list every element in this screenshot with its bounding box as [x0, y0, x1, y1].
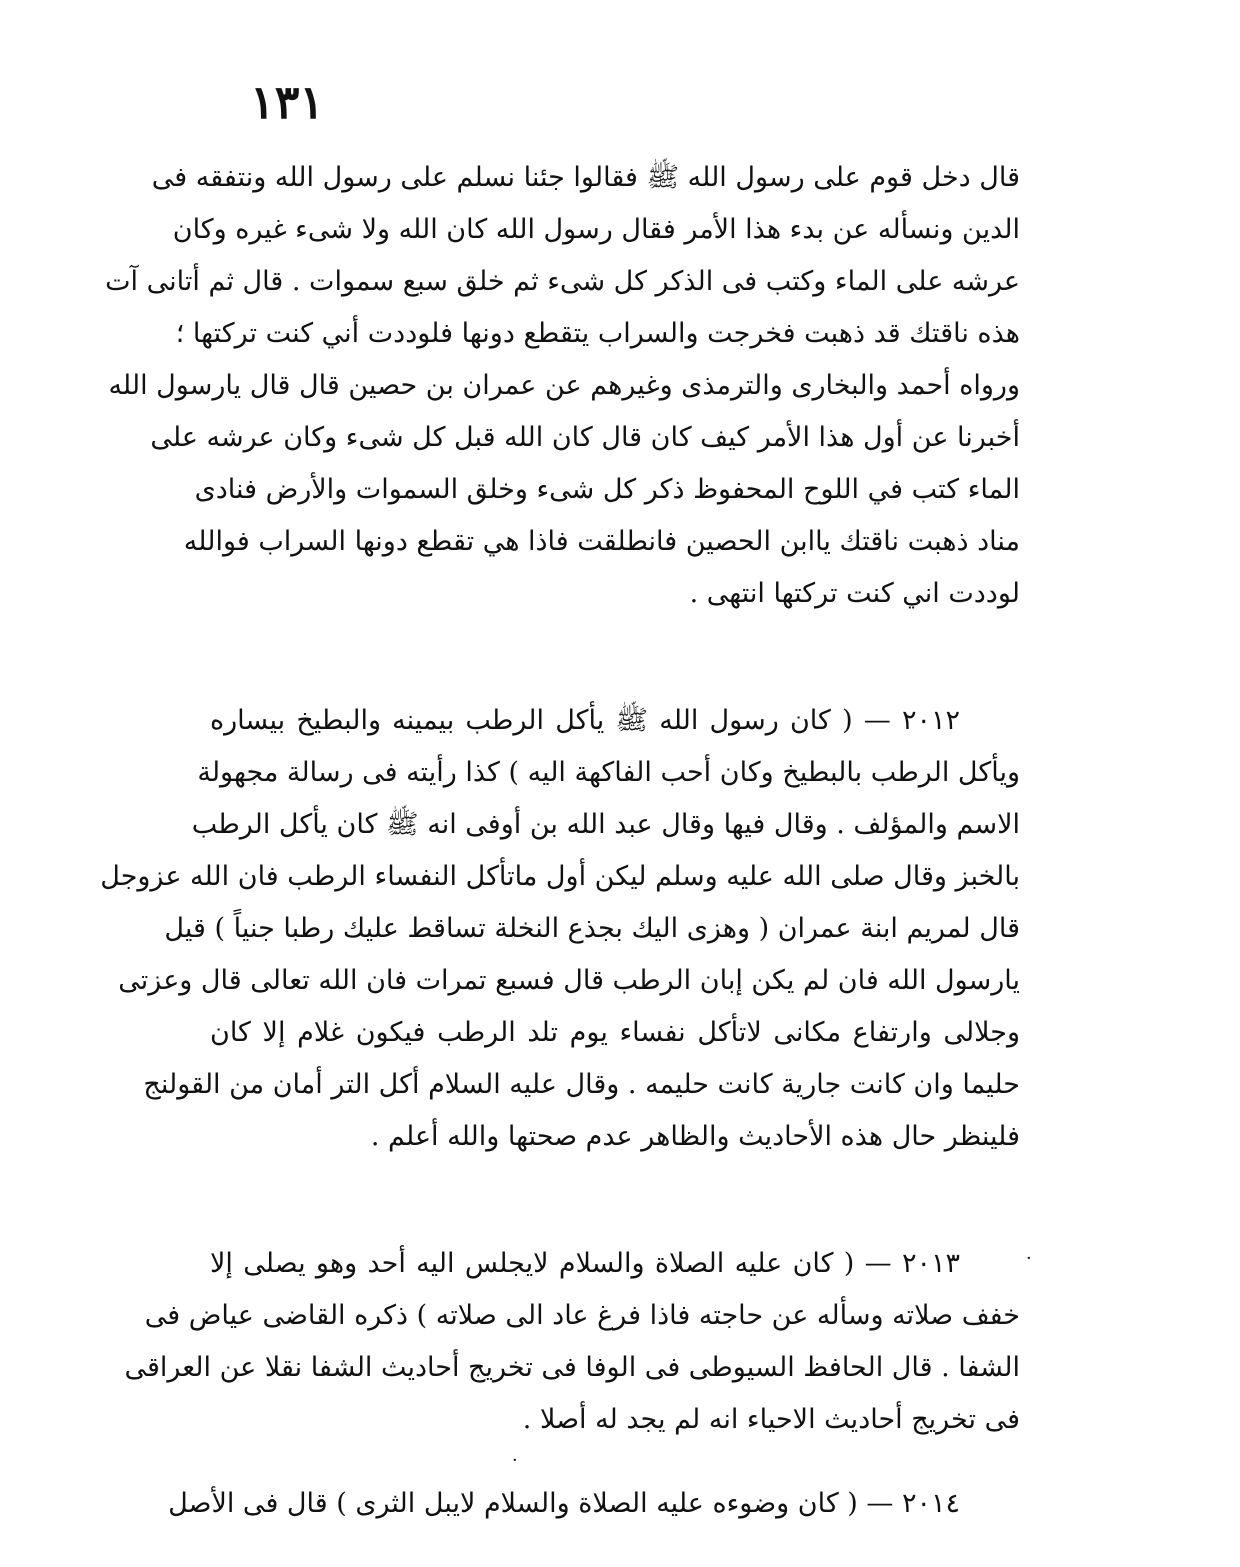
page-number: ١٣١	[250, 75, 325, 129]
text-line: مناد ذهبت ناقتك ياابن الحصين فانطلقت فاذا هي تقطع دونها السراب فوالله	[183, 526, 1020, 557]
entry-2013	[124, 1238, 1020, 1446]
text-line: وجلالى وارتفاع مكانى لاتأكل نفساء يوم تلد الرطب فيكون غلام إلا كان	[210, 1017, 1020, 1048]
text-line: أخبرنا عن أول هذا الأمر كيف كان قال كان الله قبل كل شىء وكان عرشه على	[150, 422, 1020, 453]
text-line: بالخبز وقال صلى الله عليه وسلم ليكن أول ماتأكل النفساء الرطب فان الله عزوجل	[100, 861, 1020, 892]
text-line: لوددت اني كنت تركتها انتهى .	[689, 578, 1020, 609]
text-line: يارسول الله فان لم يكن إبان الرطب قال فسبع تمرات فان الله تعالى قال وعزتى	[118, 965, 1020, 996]
entry-heading-line: ٢٠١٢ — ( كان رسول الله ﷺ يأكل الرطب بيمينه والبطيخ بيساره	[210, 705, 960, 736]
text-line: الشفا . قال الحافظ السيوطى فى الوفا فى تخريج أحاديث الشفا نقلا عن العراقى	[124, 1352, 1020, 1383]
entry-2014	[168, 1478, 1020, 1530]
text-line: هذه ناقتك قد ذهبت فخرجت والسراب يتقطع دونها فلوددت أني كنت تركتها ؛	[175, 318, 1020, 349]
text-line: قال دخل قوم على رسول الله ﷺ فقالوا جئنا نسلم على رسول الله ونتفقه فى	[151, 162, 1020, 193]
text-line: الدين ونسأله عن بدء هذا الأمر فقال رسول الله كان الله ولا شىء غيره وكان	[172, 214, 1020, 245]
text-line: ويأكل الرطب بالبطيخ وكان أحب الفاكهة اليه ) كذا رأيته فى رسالة مجهولة	[197, 757, 1020, 788]
text-line: حليما وان كانت جارية كانت حليمه . وقال عليه السلام أكل التر أمان من القولنج	[143, 1069, 1020, 1100]
text-line: عرشه على الماء وكتب فى الذكر كل شىء ثم خلق سبع سموات . قال ثم أتانى آت	[105, 266, 1020, 297]
text-line: خفف صلاته وسأله عن حاجته فاذا فرغ عاد الى صلاته ) ذكره القاضى عياض فى	[144, 1300, 1020, 1331]
text-line: الماء كتب في اللوح المحفوظ ذكر كل شىء وخلق السموات والأرض فنادى	[194, 474, 1020, 505]
text-line: فى تخريج أحاديث الاحياء انه لم يجد له أصلا .	[522, 1404, 1020, 1435]
text-line: ورواه أحمد والبخارى والترمذى وغيرهم عن عمران بن حصين قال قال يارسول الله	[108, 370, 1020, 401]
scan-speck: ·	[512, 1450, 518, 1471]
paragraph-hadith-creation	[105, 152, 1020, 620]
scan-speck: ·	[1026, 1248, 1032, 1269]
text-line: قال لمريم ابنة عمران ( وهزى اليك بجذع النخلة تساقط عليك رطبا جنياً ) قيل	[164, 913, 1020, 944]
entry-2012	[100, 695, 1020, 1163]
entry-heading-line: ٢٠١٣ — ( كان عليه الصلاة والسلام لايجلس اليه أحد وهو يصلى إلا	[210, 1248, 960, 1279]
text-line: الاسم والمؤلف . وقال فيها وقال عبد الله بن أوفى انه ﷺ كان يأكل الرطب	[191, 809, 1020, 840]
text-line: فلينظر حال هذه الأحاديث والظاهر عدم صحتها والله أعلم .	[370, 1121, 1020, 1152]
entry-heading-line: ٢٠١٤ — ( كان وضوءه عليه الصلاة والسلام لايبل الثرى ) قال فى الأصل	[168, 1488, 960, 1519]
